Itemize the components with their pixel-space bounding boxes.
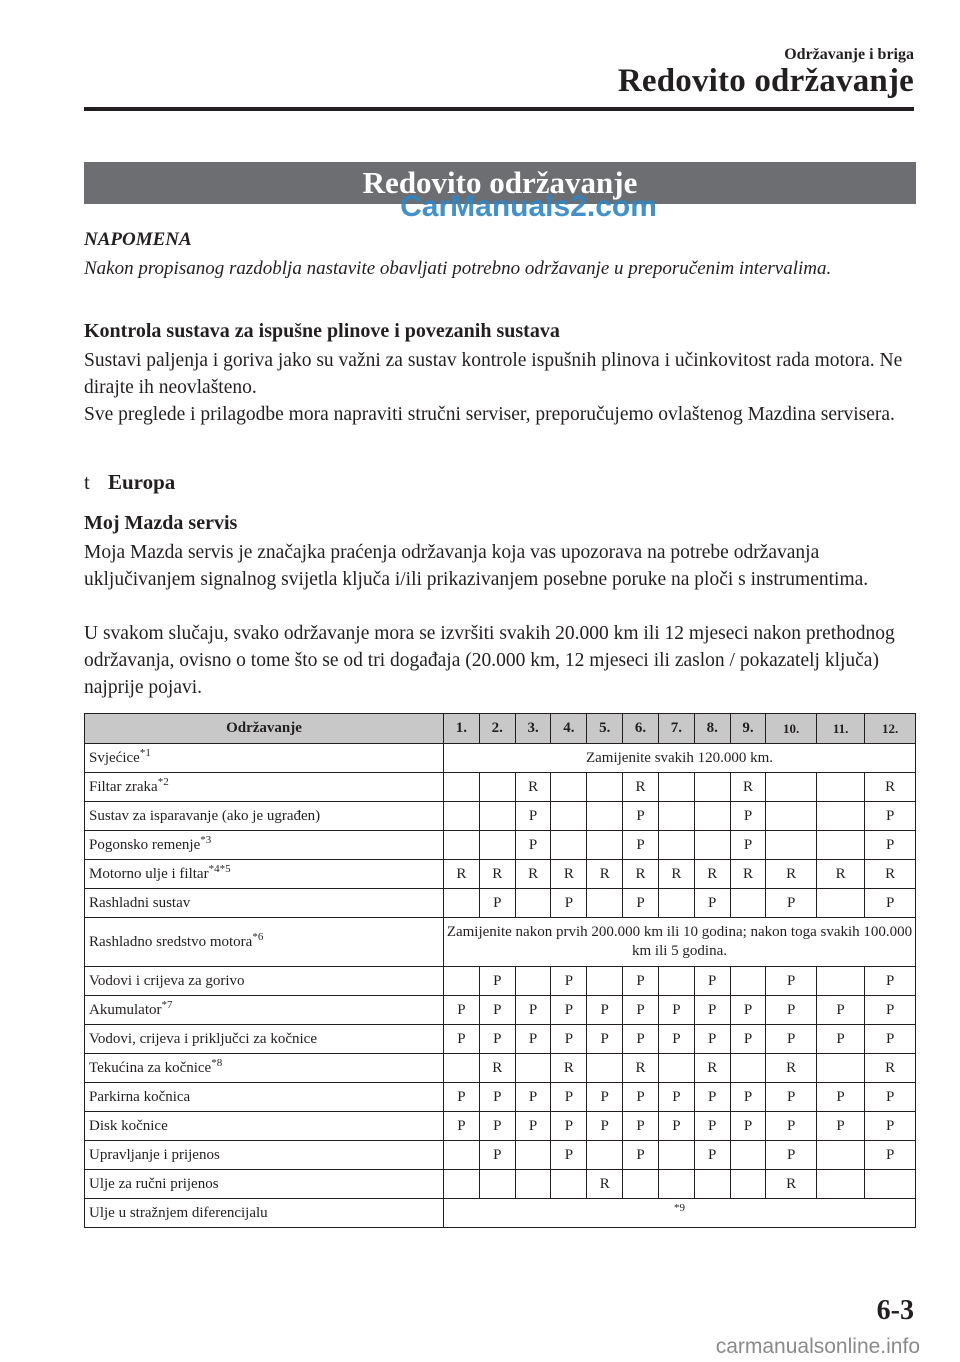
table-cell: P [865,967,916,996]
header-title: Redovito održavanje [617,63,914,99]
footnote-marker: *4*5 [208,862,231,875]
table-cell [444,889,480,918]
table-row-label-text: Tekućina za kočnice [89,1059,212,1076]
table-cell: P [551,1141,587,1170]
table-cell [515,1054,551,1083]
table-cell: P [766,1083,816,1112]
region-marker: t [84,470,90,494]
table-cell [444,831,480,860]
table-cell: P [865,996,916,1025]
table-cell [515,967,551,996]
footnote-marker: *7 [161,998,173,1011]
table-cell: R [623,773,659,802]
table-cell [479,802,515,831]
emission-paragraph-2: Sve preglede i prilagodbe mora napraviti stručni serviser, preporučujemo ovlaštenog Mazdina servisera. [84,404,895,425]
table-cell: P [515,802,551,831]
table-cell: P [623,967,659,996]
note-heading: NAPOMENA [84,229,192,250]
table-cell [587,1141,623,1170]
table-cell [587,831,623,860]
table-row-label-text: Upravljanje i prijenos [89,1146,220,1163]
table-cell [658,1054,694,1083]
table-cell [479,831,515,860]
table-cell: P [623,831,659,860]
table-cell: R [623,860,659,889]
table-cell: R [515,773,551,802]
table-row [85,967,916,996]
table-cell: P [623,1141,659,1170]
table-row [85,1141,916,1170]
table-cell [816,773,864,802]
watermark-text: CarManuals2.com [400,190,657,223]
table-cell [551,1170,587,1199]
table-header-interval: 5. [587,714,623,744]
table-row [85,860,916,889]
table-cell: R [551,1054,587,1083]
table-cell: P [658,1112,694,1141]
table-cell: P [515,996,551,1025]
table-cell: P [694,889,730,918]
table-header-row [85,714,916,744]
table-span-cell: Zamijenite nakon prvih 200.000 km ili 10 godina; nakon toga svakih 100.000 km ili 5 godina. [444,918,916,967]
table-cell: P [816,1083,864,1112]
table-cell: P [766,889,816,918]
table-span-cell: *9 [444,1199,916,1228]
table-cell: P [865,831,916,860]
table-cell [816,1054,864,1083]
table-cell [551,802,587,831]
table-body [85,744,916,1228]
footnote-marker: *1 [139,746,151,759]
table-cell: R [623,1054,659,1083]
table-cell: P [730,996,766,1025]
footnote-marker: *8 [211,1056,223,1069]
table-cell: P [694,1025,730,1054]
service-paragraph-1: Moja Mazda servis je značajka praćenja održavanja koja vas upozorava na potrebe održavanja uključivanjem signalnog svijetla ključa i/ili prikazivanjem posebne poruke na ploči s instrumentima. [84,542,869,590]
table-row-label [85,1112,444,1141]
table-cell: P [551,967,587,996]
table-cell: P [694,996,730,1025]
table-cell: P [551,1112,587,1141]
table-cell: P [479,1141,515,1170]
table-row [85,1112,916,1141]
table-cell [694,831,730,860]
table-header-item: Održavanje [85,714,444,744]
table-cell [694,802,730,831]
table-cell [658,1141,694,1170]
table-cell: P [766,1112,816,1141]
table-cell: P [623,802,659,831]
table-cell: P [479,1083,515,1112]
table-cell: P [551,889,587,918]
table-header-interval: 7. [658,714,694,744]
table-cell [816,802,864,831]
table-cell: P [623,889,659,918]
table-cell [658,831,694,860]
table-row [85,1083,916,1112]
table-row-label [85,1083,444,1112]
table-cell: P [515,831,551,860]
table-cell [730,1141,766,1170]
table-row-label [85,744,444,773]
table-cell [816,967,864,996]
table-cell: R [766,860,816,889]
footnote-marker: *2 [157,775,169,788]
table-cell: P [865,1083,916,1112]
table-cell [551,831,587,860]
table-cell [730,1054,766,1083]
table-cell: P [658,1025,694,1054]
maintenance-schedule-table [84,713,916,1228]
table-header-interval: 4. [551,714,587,744]
table-cell: P [479,967,515,996]
table-cell [479,1170,515,1199]
table-row-label [85,1054,444,1083]
table-cell: P [816,1025,864,1054]
table-cell: R [730,773,766,802]
table-cell: R [658,860,694,889]
table-cell [444,1141,480,1170]
table-cell [587,889,623,918]
table-cell: P [865,1112,916,1141]
table-row-label-text: Sustav za isparavanje (ako je ugrađen) [89,807,321,824]
table-cell: R [816,860,864,889]
table-row-label [85,996,444,1025]
table-header-interval: 10. [766,714,816,744]
table-row-label-text: Parkirna kočnica [89,1088,191,1105]
table-row-label [85,831,444,860]
table-cell: P [730,802,766,831]
region-label: Europa [108,470,176,494]
table-cell: R [479,1054,515,1083]
table-row-label-text: Ulje u stražnjem diferencijalu [89,1204,268,1221]
table-cell: P [865,802,916,831]
table-cell: R [444,860,480,889]
table-row-label [85,860,444,889]
table-cell [865,1170,916,1199]
table-cell: P [623,1025,659,1054]
table-row-label-text: Rashladni sustav [89,894,191,911]
table-cell: P [551,1083,587,1112]
table-row-label-text: Motorno ulje i filtar [89,865,209,882]
footnote-marker: *6 [252,930,264,943]
table-row [85,1170,916,1199]
table-header-interval: 3. [515,714,551,744]
table-cell [515,889,551,918]
table-header-interval: 8. [694,714,730,744]
table-span-cell: Zamijenite svakih 120.000 km. [444,744,916,773]
table-cell: P [515,1083,551,1112]
table-cell: P [444,1083,480,1112]
table-cell: P [623,1112,659,1141]
table-cell: P [766,967,816,996]
table-cell: R [551,860,587,889]
header-rule [84,107,914,111]
table-row-label [85,1170,444,1199]
table-row-label [85,967,444,996]
table-cell [444,802,480,831]
table-row-label-text: Pogonsko remenje [89,836,201,853]
table-cell: P [694,1141,730,1170]
table-cell: R [766,1054,816,1083]
emission-paragraph-1: Sustavi paljenja i goriva jako su važni za sustav kontrole ispušnih plinova i učinkovitost rada motora. Ne dirajte ih neovlašteno. [84,350,903,398]
table-cell: P [444,996,480,1025]
table-cell [730,889,766,918]
table-cell [587,1054,623,1083]
table-cell [658,967,694,996]
table-row-label-text: Ulje za ručni prijenos [89,1175,219,1192]
table-cell: P [730,831,766,860]
table-cell [444,773,480,802]
table-cell [587,802,623,831]
table-cell [479,773,515,802]
table-row-label-text: Vodovi, crijeva i priključci za kočnice [89,1030,317,1047]
table-cell [623,1170,659,1199]
table-row-label [85,1199,444,1228]
table-cell: P [816,996,864,1025]
table-header-interval: 12. [865,714,916,744]
table-cell [816,831,864,860]
table-cell [587,773,623,802]
table-cell: P [816,1112,864,1141]
table-header-interval: 6. [623,714,659,744]
table-cell [658,802,694,831]
table-cell: R [766,1170,816,1199]
table-cell [766,831,816,860]
table-cell: P [694,1083,730,1112]
section-banner: Redovito održavanje [84,162,916,204]
emission-heading: Kontrola sustava za ispušne plinove i povezanih sustava [84,320,560,342]
region-heading [84,470,175,495]
table-cell: P [730,1083,766,1112]
table-cell: R [694,1054,730,1083]
table-row [85,802,916,831]
table-cell: P [730,1112,766,1141]
table-cell [444,1054,480,1083]
table-cell [658,889,694,918]
table-cell: P [587,1083,623,1112]
table-cell: R [515,860,551,889]
table-cell [551,773,587,802]
table-cell: P [479,996,515,1025]
table-cell: P [766,1025,816,1054]
table-cell [444,967,480,996]
table-cell [730,967,766,996]
table-row-label [85,802,444,831]
table-cell: P [865,889,916,918]
table-row [85,773,916,802]
table-cell: P [623,1083,659,1112]
table-cell: P [515,1112,551,1141]
table-cell: R [865,773,916,802]
table-cell: P [515,1025,551,1054]
table-cell: P [444,1112,480,1141]
footnote-marker: *3 [200,833,212,846]
table-cell: P [865,1141,916,1170]
table-header-interval: 1. [444,714,480,744]
table-cell [658,1170,694,1199]
table-cell: P [658,996,694,1025]
table-row-label-text: Rashladno sredstvo motora [89,933,253,950]
table-cell: P [551,996,587,1025]
table-row [85,1199,916,1228]
table-cell: P [658,1083,694,1112]
table-cell: P [730,1025,766,1054]
table-row [85,996,916,1025]
table-cell: R [587,860,623,889]
table-row [85,1054,916,1083]
table-row-label-text: Svjećice [89,749,140,766]
table-cell: P [587,1025,623,1054]
table-row [85,889,916,918]
table-cell: P [766,996,816,1025]
table-row [85,831,916,860]
table-cell: P [444,1025,480,1054]
table-cell [694,773,730,802]
table-row [85,918,916,967]
table-cell [816,889,864,918]
table-cell: R [730,860,766,889]
note-body: Nakon propisanog razdoblja nastavite obavljati potrebno održavanje u preporučenim intervalima. [84,258,832,279]
table-cell: P [766,1141,816,1170]
table-row-label-text: Disk kočnice [89,1117,168,1134]
table-cell [816,1170,864,1199]
table-cell [766,773,816,802]
table-cell: P [551,1025,587,1054]
table-cell: R [865,860,916,889]
table-row-label-text: Filtar zraka [89,778,158,795]
table-cell: P [694,1112,730,1141]
table-cell [515,1141,551,1170]
table-row-label [85,889,444,918]
table-cell: R [694,860,730,889]
service-paragraph-2: U svakom slučaju, svako održavanje mora se izvršiti svakih 20.000 km ili 12 mjeseci nakon prethodnog održavanja, ovisno o tome što se od tri događaja (20.000 km, 12 mjeseci ili zaslon / pokazatelj ključa) najprije pojavi. [84,623,895,698]
table-row-label [85,1141,444,1170]
table-row [85,1025,916,1054]
table-cell: P [865,1025,916,1054]
table-cell [694,1170,730,1199]
table-row-label-text: Vodovi i crijeva za gorivo [89,972,245,989]
table-cell: R [865,1054,916,1083]
table-cell [658,773,694,802]
header-section-label: Održavanje i briga [784,46,914,63]
page-number: 6-3 [876,1295,914,1326]
table-row-label-text: Akumulator [89,1001,162,1018]
table-cell [444,1170,480,1199]
table-row-label [85,773,444,802]
table-cell [816,1141,864,1170]
table-row [85,744,916,773]
table-cell [515,1170,551,1199]
table-cell: R [479,860,515,889]
table-header-interval: 2. [479,714,515,744]
table-cell: P [479,1112,515,1141]
table-cell: P [479,1025,515,1054]
table-row-label [85,1025,444,1054]
table-cell [766,802,816,831]
table-cell: P [694,967,730,996]
table-cell: P [587,1112,623,1141]
table-cell: P [479,889,515,918]
table-cell: P [587,996,623,1025]
table-cell [730,1170,766,1199]
service-heading: Moj Mazda servis [84,512,238,534]
table-header-interval: 11. [816,714,864,744]
table-header-interval: 9. [730,714,766,744]
table-cell: R [587,1170,623,1199]
footer-watermark: carmanualsonline.info [715,1335,920,1358]
table-cell: P [623,996,659,1025]
table-row-label [85,918,444,967]
table-cell [587,967,623,996]
